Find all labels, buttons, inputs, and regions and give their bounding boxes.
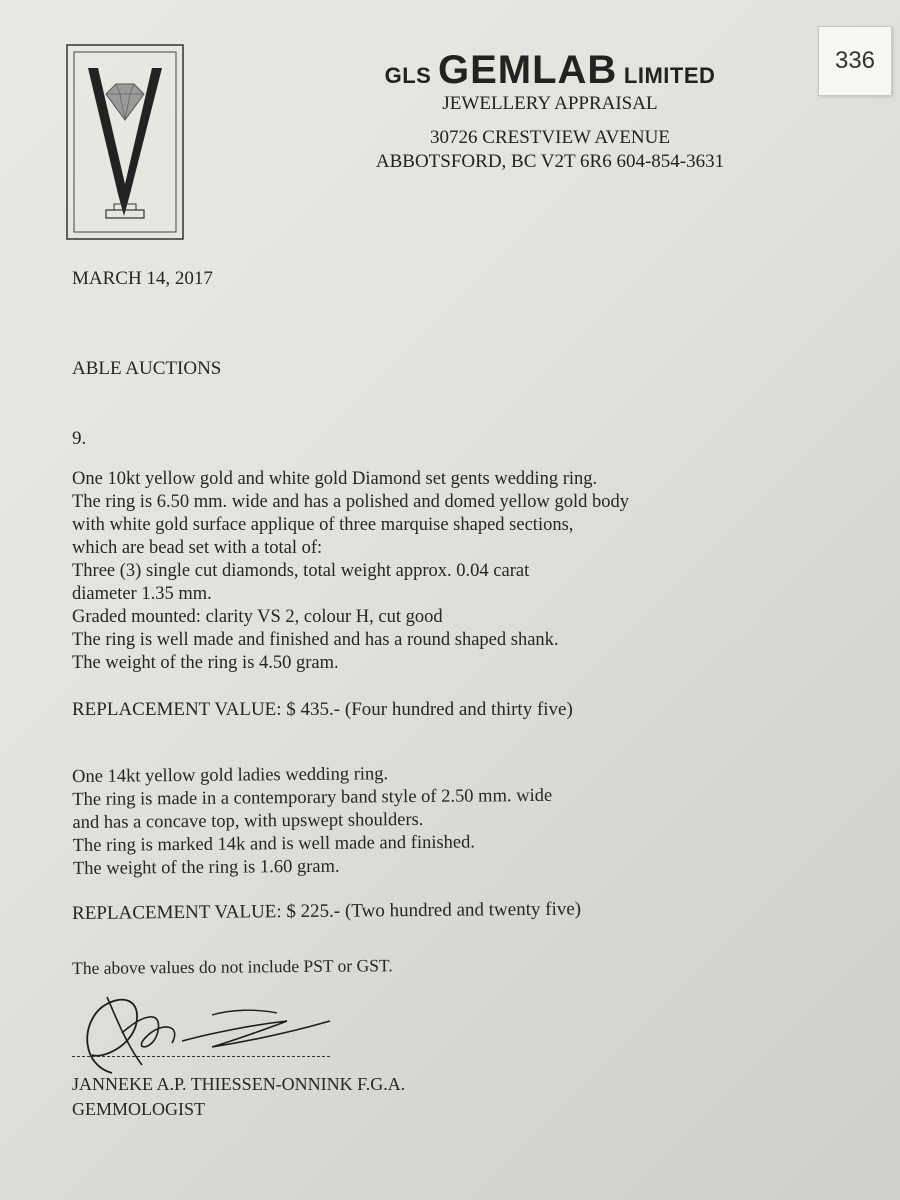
signer-name: JANNEKE A.P. THIESSEN-ONNINK F.G.A. xyxy=(72,1074,406,1094)
company-subtitle: JEWELLERY APPRAISAL xyxy=(442,93,658,114)
item-1-line: diameter 1.35 mm. xyxy=(72,584,212,604)
item-2-description xyxy=(72,762,553,881)
item-1-replacement-value: REPLACEMENT VALUE: $ 435.- (Four hundred and thirty five) xyxy=(72,699,573,720)
address-line-2: ABBOTSFORD, BC V2T 6R6 604-854-3631 xyxy=(375,151,725,172)
tax-note: The above values do not include PST or GST. xyxy=(72,955,393,978)
signer-title: GEMMOLOGIST xyxy=(72,1099,205,1119)
signature-line xyxy=(72,1056,330,1057)
item-2-line: The weight of the ring is 1.60 gram. xyxy=(72,856,340,879)
item-2-line: and has a concave top, with upswept shoulders. xyxy=(72,809,424,833)
diamond-v-logo-icon xyxy=(66,44,184,240)
item-1-line: Three (3) single cut diamonds, total weight approx. 0.04 carat xyxy=(72,561,530,581)
handwritten-signature-icon xyxy=(62,985,382,1075)
company-main-name: GEMLAB xyxy=(437,48,618,92)
company-suffix: LIMITED xyxy=(623,63,716,88)
item-1-line: One 10kt yellow gold and white gold Diamond set gents wedding ring. xyxy=(72,469,598,489)
item-2-line: The ring is marked 14k and is well made and finished. xyxy=(72,832,476,856)
address-line-1: 30726 CRESTVIEW AVENUE xyxy=(430,127,670,148)
letter-date: MARCH 14, 2017 xyxy=(72,268,213,289)
item-1-line: Graded mounted: clarity VS 2, colour H, cut good xyxy=(72,607,443,627)
item-2-line: The ring is made in a contemporary band style of 2.50 mm. wide xyxy=(72,785,553,810)
signer-block xyxy=(72,1072,405,1122)
item-1-line: with white gold surface applique of three marquise shaped sections, xyxy=(72,515,574,535)
item-1-line: The ring is 6.50 mm. wide and has a polished and domed yellow gold body xyxy=(72,492,629,512)
recipient: ABLE AUCTIONS xyxy=(72,358,222,379)
lot-number: 9. xyxy=(72,428,87,449)
item-1-line: The ring is well made and finished and has a round shaped shank. xyxy=(72,630,559,650)
item-2-replacement-value: REPLACEMENT VALUE: $ 225.- (Two hundred and twenty five) xyxy=(72,898,582,924)
item-1-description xyxy=(72,468,629,675)
item-1-line: which are bead set with a total of: xyxy=(72,538,323,558)
item-1-line: The weight of the ring is 4.50 gram. xyxy=(72,653,339,673)
company-name xyxy=(340,48,760,92)
letterhead xyxy=(340,48,760,174)
company-prefix: GLS xyxy=(384,63,432,88)
lot-number-tag: 336 xyxy=(818,26,892,96)
item-2-line: One 14kt yellow gold ladies wedding ring. xyxy=(72,764,389,787)
